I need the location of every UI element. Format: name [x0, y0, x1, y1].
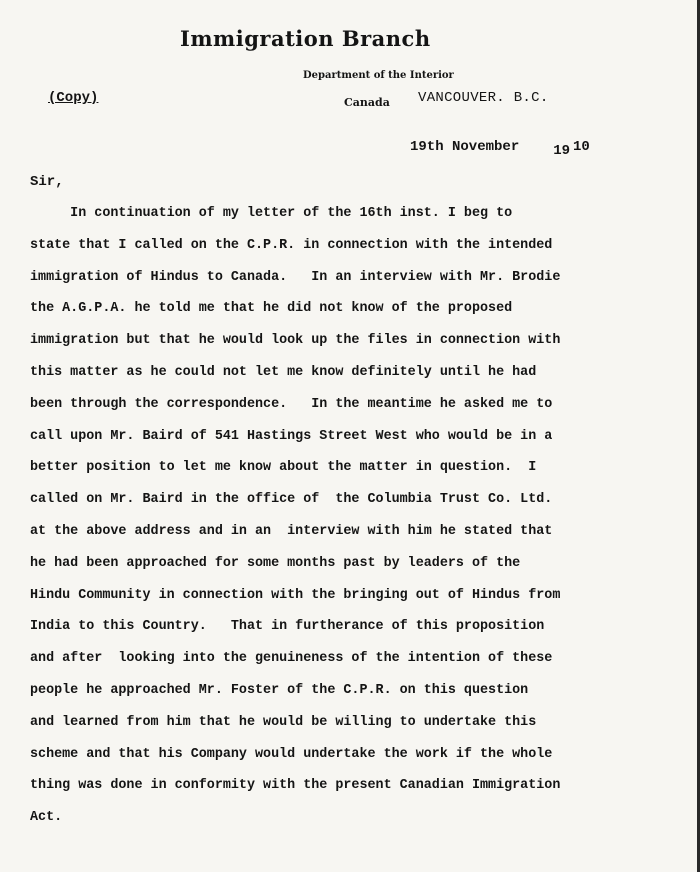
body-line: thing was done in conformity with the present Canadian Immigration: [30, 778, 561, 794]
date-line: [410, 139, 590, 159]
body-line: immigration but that he would look up the files in connection with: [30, 333, 561, 349]
body-line: immigration of Hindus to Canada. In an interview with Mr. Brodie: [30, 269, 561, 285]
body-line: better position to let me know about the matter in question. I: [30, 460, 537, 476]
body-line: Act.: [30, 810, 63, 826]
letterhead-department: Department of the Interior: [303, 70, 454, 81]
copy-label: (Copy): [48, 90, 99, 106]
body-line: he had been approached for some months past by leaders of the: [30, 555, 521, 571]
date-year-suffix: 10: [573, 139, 590, 155]
date-year-prefix: 19: [553, 143, 571, 159]
body-line: In continuation of my letter of the 16th inst. I beg to: [30, 206, 513, 221]
body-line: scheme and that his Company would undertake the work if the whole: [30, 746, 553, 762]
letterhead-country: Canada: [344, 96, 390, 109]
body-line: state that I called on the C.P.R. in connection with the intended: [30, 237, 553, 253]
body-line: at the above address and in an interview with him he stated that: [30, 523, 553, 539]
body-line: people he approached Mr. Foster of the C.P.R. on this question: [30, 682, 529, 698]
body-line: and learned from him that he would be willing to undertake this: [30, 714, 537, 730]
body-line: this matter as he could not let me know definitely until he had: [30, 364, 537, 380]
body-line: India to this Country. That in furtherance of this proposition: [30, 619, 545, 635]
salutation: Sir,: [30, 174, 64, 190]
body-line: and after looking into the genuineness of the intention of these: [30, 651, 553, 667]
body-line: Hindu Community in connection with the bringing out of Hindus from: [30, 587, 561, 603]
letter-body: [30, 202, 694, 838]
body-line: call upon Mr. Baird of 541 Hastings Street West who would be in a: [30, 428, 553, 444]
body-line: the A.G.P.A. he told me that he did not know of the proposed: [30, 301, 513, 317]
location: VANCOUVER. B.C.: [418, 90, 549, 106]
letterhead-title: Immigration Branch: [180, 26, 431, 51]
date-day-month: 19th November: [410, 139, 520, 155]
body-line: been through the correspondence. In the meantime he asked me to: [30, 396, 553, 412]
body-line: called on Mr. Baird in the office of the Columbia Trust Co. Ltd.: [30, 492, 553, 508]
